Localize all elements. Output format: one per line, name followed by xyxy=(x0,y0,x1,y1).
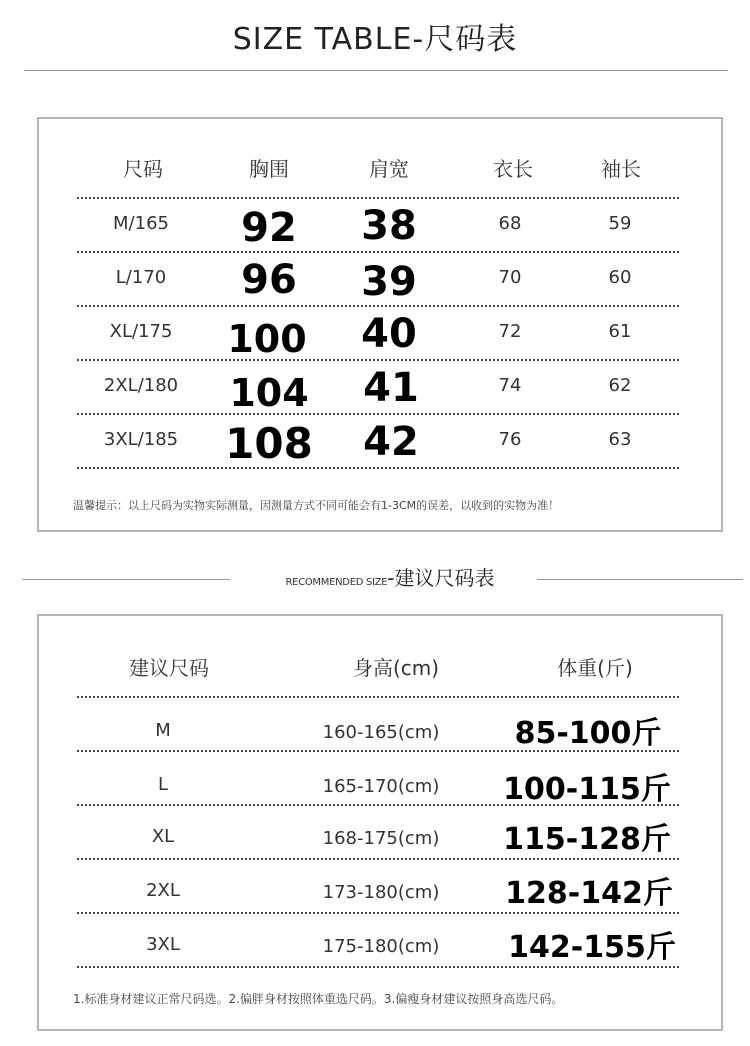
divider xyxy=(77,413,679,415)
divider xyxy=(77,696,679,698)
row-length: 70 xyxy=(498,267,522,288)
divider xyxy=(77,197,679,199)
rec-row-size: XL xyxy=(151,826,175,847)
rec-row-height: 173-180(cm) xyxy=(322,882,440,903)
rec-row-size: M xyxy=(155,720,171,741)
divider xyxy=(77,251,679,253)
divider xyxy=(77,858,679,860)
recommended-title-en: RECOMMENDED SIZE xyxy=(285,577,388,588)
rec-row-weight: 115-128斤 xyxy=(503,822,671,857)
divider xyxy=(77,966,679,968)
rec-row-weight: 100-115斤 xyxy=(503,772,671,807)
recommended-title xyxy=(0,562,750,591)
header-weight: 体重(斤) xyxy=(557,656,633,680)
size-table-box xyxy=(37,117,723,532)
row-length: 74 xyxy=(498,375,522,396)
rec-row-size: 3XL xyxy=(146,934,180,955)
header-shoulder: 肩宽 xyxy=(369,157,409,181)
row-sleeve: 62 xyxy=(608,375,632,396)
row-shoulder: 42 xyxy=(363,419,419,465)
size-table-title: SIZE TABLE-尺码表 xyxy=(232,22,518,57)
header-chest: 胸围 xyxy=(249,157,289,181)
row-size: L/170 xyxy=(115,267,167,288)
rec-row-height: 160-165(cm) xyxy=(322,722,440,743)
row-size: XL/175 xyxy=(109,321,173,342)
row-length: 76 xyxy=(498,429,522,450)
row-chest: 104 xyxy=(229,371,309,415)
row-sleeve: 59 xyxy=(608,213,632,234)
recommended-size-box xyxy=(37,614,723,1031)
row-size: 2XL/180 xyxy=(103,375,179,396)
header-height: 身高(cm) xyxy=(352,656,440,680)
row-size: 3XL/185 xyxy=(103,429,179,450)
divider xyxy=(77,305,679,307)
header-recommended-size: 建议尺码 xyxy=(129,656,209,680)
recommended-title-zh: -建议尺码表 xyxy=(387,566,495,590)
row-length: 72 xyxy=(498,321,522,342)
rec-row-weight: 85-100斤 xyxy=(514,716,662,751)
header-size: 尺码 xyxy=(123,157,163,181)
row-shoulder: 40 xyxy=(361,311,417,357)
row-chest: 92 xyxy=(241,205,297,251)
row-chest: 100 xyxy=(227,317,307,361)
row-chest: 108 xyxy=(225,419,313,468)
row-shoulder: 41 xyxy=(363,365,419,411)
rec-row-size: 2XL xyxy=(146,880,180,901)
selection-note: 1.标准身材建议正常尺码选。2.偏胖身材按照体重选尺码。3.偏瘦身材建议按照身高选尺码。 xyxy=(73,992,564,1006)
divider xyxy=(77,467,679,469)
header-sleeve: 袖长 xyxy=(601,157,641,181)
rec-row-weight: 128-142斤 xyxy=(505,876,673,911)
row-shoulder: 38 xyxy=(361,203,417,249)
rec-row-height: 168-175(cm) xyxy=(322,828,440,849)
divider xyxy=(77,912,679,914)
rec-row-height: 165-170(cm) xyxy=(322,776,440,797)
row-sleeve: 61 xyxy=(608,321,632,342)
rec-row-size: L xyxy=(157,774,169,795)
row-sleeve: 60 xyxy=(608,267,632,288)
title-underline xyxy=(24,70,728,71)
rec-row-height: 175-180(cm) xyxy=(322,936,440,957)
row-chest: 96 xyxy=(241,257,297,303)
row-length: 68 xyxy=(498,213,522,234)
row-size: M/165 xyxy=(113,213,169,234)
measurement-note: 温馨提示：以上尺码为实物实际测量，因测量方式不同可能会有1-3CM的误差，以收到的实物为准！ xyxy=(73,499,560,512)
row-sleeve: 63 xyxy=(608,429,632,450)
rec-row-weight: 142-155斤 xyxy=(508,930,676,965)
row-shoulder: 39 xyxy=(361,259,417,305)
header-length: 衣长 xyxy=(493,157,533,181)
divider xyxy=(77,359,679,361)
